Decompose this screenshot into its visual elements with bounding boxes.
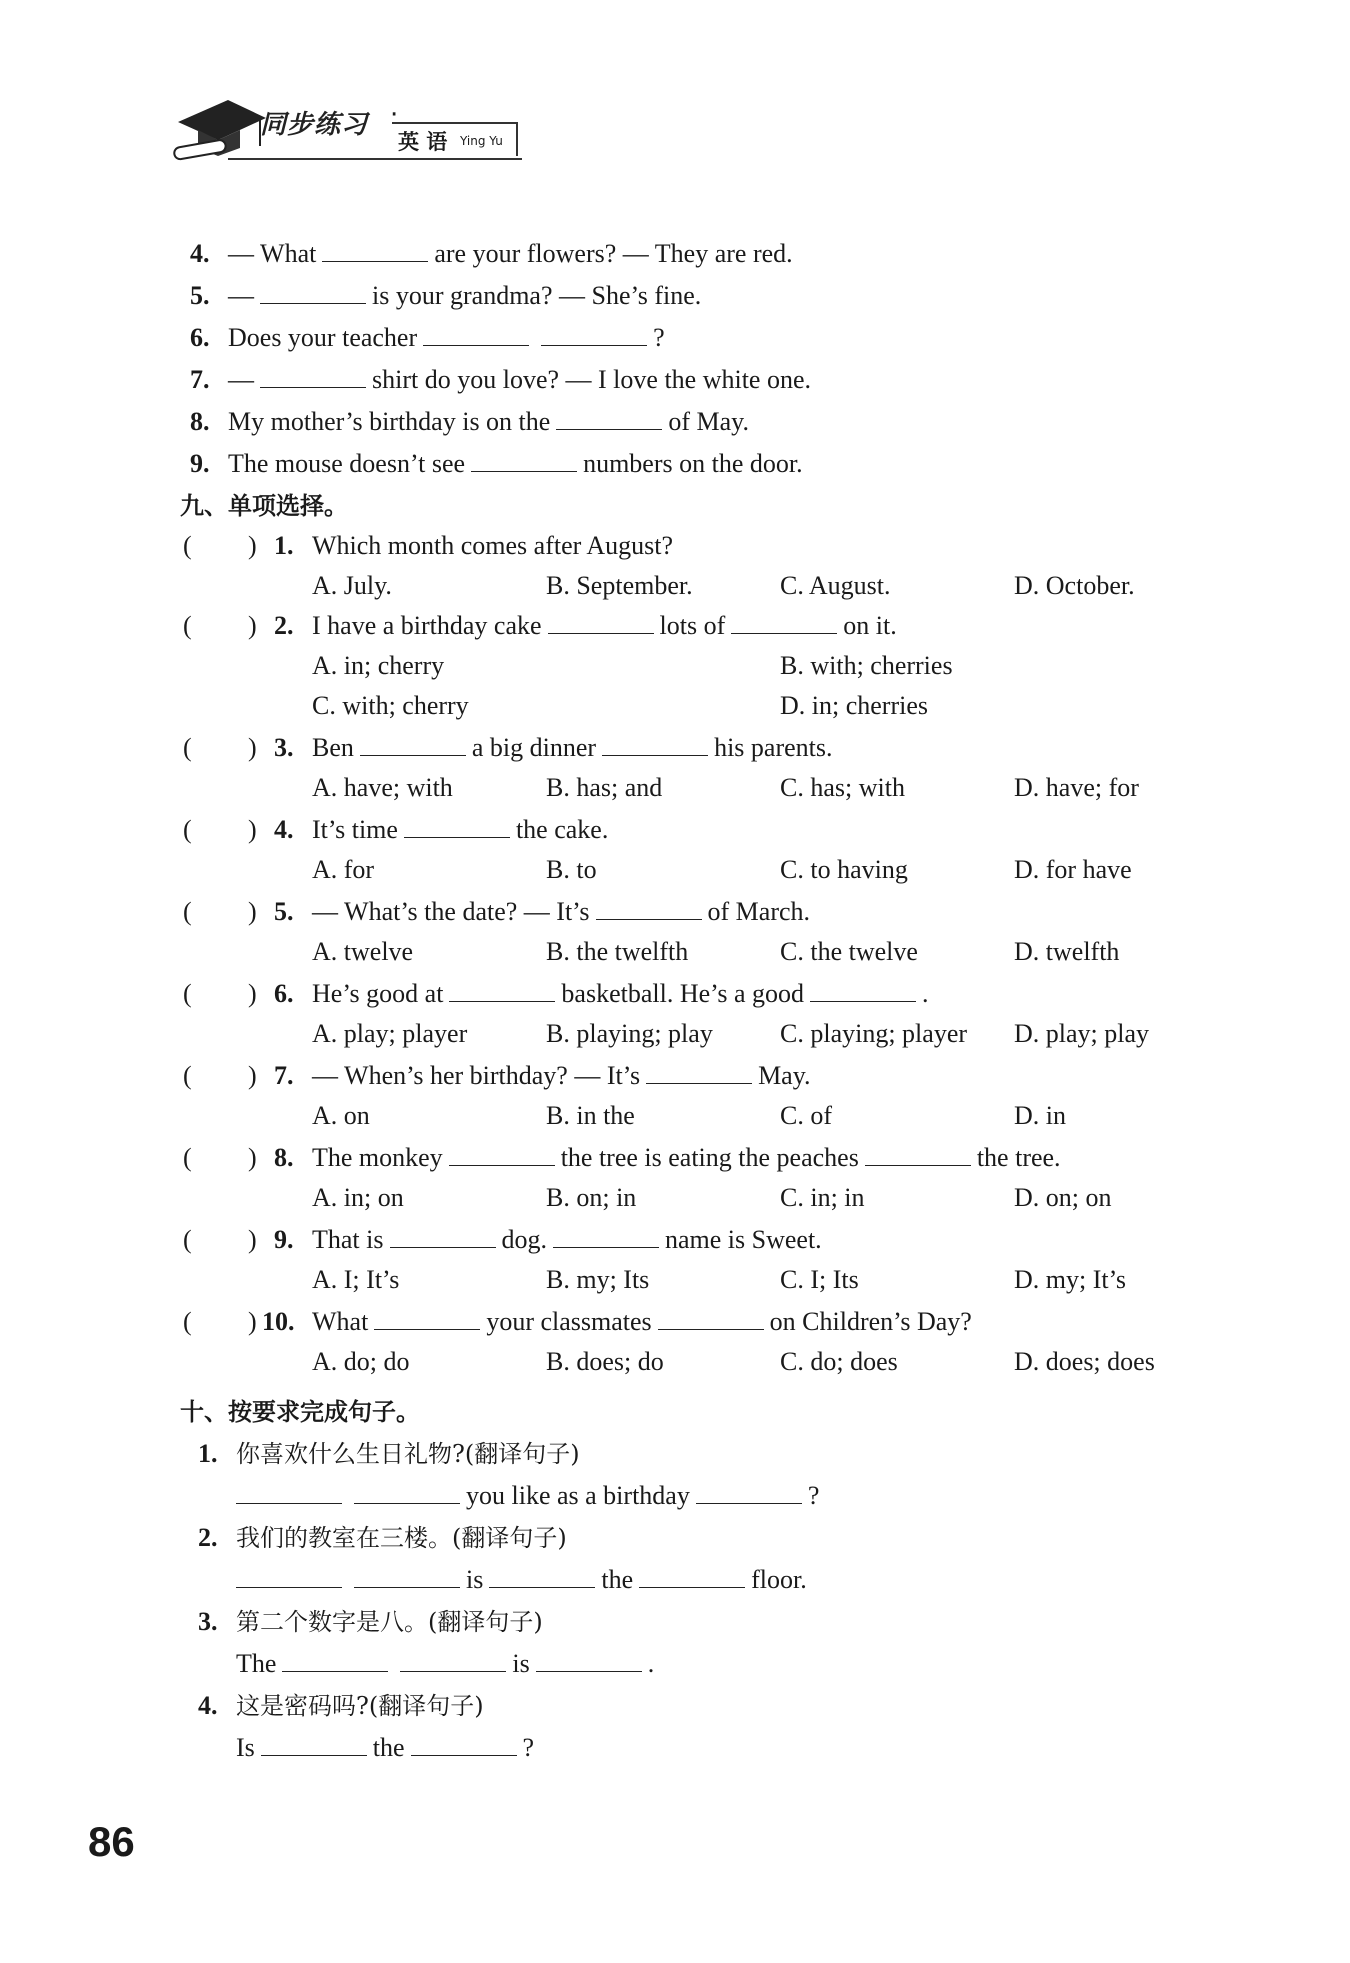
option-b[interactable]: B. September. — [546, 571, 693, 600]
answer-blank[interactable] — [236, 1477, 342, 1504]
translate-4-prompt — [0, 1686, 1350, 1726]
item-number: 1. — [274, 531, 294, 560]
text-part: ? — [653, 323, 665, 352]
option-c[interactable]: C. August. — [780, 571, 891, 600]
mcq-5-options — [0, 932, 1350, 972]
mcq-9 — [0, 1220, 1350, 1260]
translate-3-prompt — [0, 1602, 1350, 1642]
text-part: — — [228, 281, 254, 310]
answer-blank[interactable] — [646, 1057, 752, 1084]
series-brand: 同步练习 — [260, 110, 369, 140]
chinese-prompt: 这是密码吗?(翻译句子) — [236, 1692, 484, 1720]
text-part: name is Sweet. — [665, 1225, 822, 1254]
option-c[interactable]: C. the twelve — [780, 937, 918, 966]
option-d[interactable]: D. in; cherries — [780, 691, 929, 720]
item-text — [228, 234, 793, 274]
item-number: 2. — [198, 1523, 218, 1552]
mcq-stem — [312, 892, 810, 932]
option-d[interactable]: D. play; play — [1014, 1019, 1150, 1048]
answer-line — [236, 1644, 654, 1684]
option-b[interactable]: B. with; cherries — [780, 651, 953, 680]
answer-line — [230, 1560, 807, 1600]
header-rule — [228, 158, 522, 160]
text-part: on Children’s Day? — [769, 1307, 972, 1336]
translate-2-prompt — [0, 1518, 1350, 1558]
text-part: are your flowers? — They are red. — [434, 239, 793, 268]
option-d[interactable]: D. for have — [1014, 855, 1132, 884]
option-d[interactable]: D. October. — [1014, 571, 1135, 600]
item-number: 10. — [262, 1307, 295, 1336]
text-part: Is — [236, 1733, 255, 1762]
option-b[interactable]: B. has; and — [546, 773, 663, 802]
mcq-2-options-1 — [0, 646, 1350, 686]
option-c[interactable]: C. to having — [780, 855, 908, 884]
text-part: his parents. — [714, 733, 833, 762]
text-part: Does your teacher — [228, 323, 418, 352]
page-number: 86 — [88, 1818, 135, 1865]
answer-paren-open: ( — [183, 1143, 192, 1172]
option-d[interactable]: D. does; does — [1014, 1347, 1155, 1376]
option-a[interactable]: A. on — [312, 1101, 370, 1130]
mcq-3-options — [0, 768, 1350, 808]
text-part: My mother’s birthday is on the — [228, 407, 551, 436]
mcq-stem: Which month comes after August? — [312, 531, 674, 560]
option-b[interactable]: B. in the — [546, 1101, 635, 1130]
mcq-4-options — [0, 850, 1350, 890]
section-10-title: 十、按要求完成句子。 — [180, 1398, 420, 1426]
subject-pinyin: Ying Yu — [460, 134, 503, 148]
answer-paren-close: ) — [248, 733, 257, 762]
text-part: — — [228, 365, 254, 394]
item-number: 7. — [190, 365, 210, 394]
answer-paren-close: ) — [248, 1225, 257, 1254]
mcq-9-options — [0, 1260, 1350, 1300]
mcq-stem — [312, 974, 929, 1014]
text-part: He’s good at — [312, 979, 444, 1008]
answer-paren-close: ) — [248, 1307, 257, 1336]
answer-blank[interactable] — [260, 361, 366, 388]
option-b[interactable]: B. on; in — [546, 1183, 637, 1212]
item-text — [228, 360, 811, 400]
answer-blank[interactable] — [556, 403, 662, 430]
answer-blank[interactable] — [865, 1139, 971, 1166]
mcq-stem — [312, 1056, 811, 1096]
answer-blank[interactable] — [423, 319, 529, 346]
option-c[interactable]: C. I; Its — [780, 1265, 859, 1294]
answer-blank[interactable] — [374, 1303, 480, 1330]
item-number: 5. — [274, 897, 294, 926]
text-part: The mouse doesn’t see — [228, 449, 466, 478]
item-number: 1. — [198, 1439, 218, 1468]
item-number: 5. — [190, 281, 210, 310]
text-part: That is — [312, 1225, 384, 1254]
item-number: 9. — [190, 449, 210, 478]
answer-blank[interactable] — [354, 1561, 460, 1588]
fill-item-6 — [0, 318, 1350, 358]
answer-blank[interactable] — [360, 729, 466, 756]
text-part: a big dinner — [471, 733, 597, 762]
answer-paren-open: ( — [183, 1061, 192, 1090]
text-part: It’s time — [312, 815, 398, 844]
answer-blank[interactable] — [596, 893, 702, 920]
mcq-7-options — [0, 1096, 1350, 1136]
mcq-10 — [0, 1302, 1350, 1342]
mcq-7 — [0, 1056, 1350, 1096]
answer-blank[interactable] — [282, 1645, 388, 1672]
item-number: 6. — [190, 323, 210, 352]
translate-2-answer — [0, 1560, 1350, 1600]
item-number: 8. — [274, 1143, 294, 1172]
answer-blank[interactable] — [411, 1729, 517, 1756]
text-part: the — [372, 1733, 405, 1762]
translate-3-answer — [0, 1644, 1350, 1684]
text-part: is your grandma? — She’s fine. — [372, 281, 702, 310]
option-d[interactable]: D. in — [1014, 1101, 1066, 1130]
item-number: 8. — [190, 407, 210, 436]
answer-blank[interactable] — [471, 445, 577, 472]
answer-blank[interactable] — [639, 1561, 745, 1588]
answer-paren-open: ( — [183, 531, 192, 560]
option-b[interactable]: B. the twelfth — [546, 937, 689, 966]
text-part: — What — [228, 239, 317, 268]
text-part: shirt do you love? — I love the white one. — [372, 365, 812, 394]
item-number: 6. — [274, 979, 294, 1008]
mcq-4 — [0, 810, 1350, 850]
option-b[interactable]: B. to — [546, 855, 597, 884]
answer-blank[interactable] — [810, 975, 916, 1002]
option-b[interactable]: B. playing; play — [546, 1019, 713, 1048]
item-text — [228, 318, 665, 358]
fill-item-7 — [0, 360, 1350, 400]
option-a[interactable]: A. have; with — [312, 773, 453, 802]
option-a[interactable]: A. in; cherry — [312, 651, 445, 680]
text-part: The — [236, 1649, 277, 1678]
answer-blank[interactable] — [731, 607, 837, 634]
answer-blank[interactable] — [449, 1139, 555, 1166]
item-number: 3. — [198, 1607, 218, 1636]
mcq-6 — [0, 974, 1350, 1014]
text-part: What — [312, 1307, 369, 1336]
item-number: 4. — [198, 1691, 218, 1720]
answer-blank[interactable] — [322, 235, 428, 262]
option-c[interactable]: C. with; cherry — [312, 691, 469, 720]
text-part: of March. — [707, 897, 811, 926]
mcq-8-options — [0, 1178, 1350, 1218]
mcq-6-options — [0, 1014, 1350, 1054]
option-a[interactable]: A. play; player — [312, 1019, 468, 1048]
chinese-prompt: 第二个数字是八。(翻译句子) — [236, 1608, 543, 1636]
option-b[interactable]: B. does; do — [546, 1347, 664, 1376]
text-part: — What’s the date? — It’s — [312, 897, 590, 926]
answer-blank[interactable] — [489, 1561, 595, 1588]
text-part: is — [512, 1649, 530, 1678]
mcq-2 — [0, 606, 1350, 646]
item-text — [228, 402, 749, 442]
text-part: of May. — [668, 407, 749, 436]
text-part: Ben — [312, 733, 354, 762]
fill-item-4 — [0, 234, 1350, 274]
answer-paren-open: ( — [183, 1307, 192, 1336]
option-c[interactable]: C. has; with — [780, 773, 905, 802]
answer-blank[interactable] — [404, 811, 510, 838]
answer-blank[interactable] — [541, 319, 647, 346]
answer-blank[interactable] — [536, 1645, 642, 1672]
answer-line — [230, 1476, 819, 1516]
graduation-cap-icon — [168, 92, 268, 168]
answer-blank[interactable] — [548, 607, 654, 634]
text-part: the cake. — [515, 815, 609, 844]
answer-blank[interactable] — [261, 1729, 367, 1756]
text-part: I have a birthday cake — [312, 611, 542, 640]
mcq-1 — [0, 526, 1350, 566]
item-number: 7. — [274, 1061, 294, 1090]
mcq-stem — [312, 728, 833, 768]
answer-blank[interactable] — [658, 1303, 764, 1330]
fill-item-8 — [0, 402, 1350, 442]
section-9-title: 九、单项选择。 — [180, 492, 348, 520]
answer-blank[interactable] — [260, 277, 366, 304]
text-part: . — [922, 979, 929, 1008]
answer-line — [236, 1728, 534, 1768]
fill-item-9 — [0, 444, 1350, 484]
mcq-3 — [0, 728, 1350, 768]
mcq-2-options-2 — [0, 686, 1350, 726]
text-part: — When’s her birthday? — It’s — [312, 1061, 641, 1090]
mcq-stem — [312, 1138, 1061, 1178]
option-a[interactable]: A. I; It’s — [312, 1265, 400, 1294]
answer-paren-close: ) — [248, 531, 257, 560]
item-text — [228, 276, 701, 316]
answer-paren-open: ( — [183, 733, 192, 762]
option-d[interactable]: D. my; It’s — [1014, 1265, 1126, 1294]
text-part: the tree. — [976, 1143, 1061, 1172]
mcq-8 — [0, 1138, 1350, 1178]
mcq-stem — [312, 1302, 972, 1342]
option-c[interactable]: C. of — [780, 1101, 832, 1130]
answer-paren-open: ( — [183, 1225, 192, 1254]
option-d[interactable]: D. on; on — [1014, 1183, 1112, 1212]
option-d[interactable]: D. twelfth — [1014, 937, 1120, 966]
item-number: 3. — [274, 733, 294, 762]
option-a[interactable]: A. for — [312, 855, 375, 884]
text-part: the — [601, 1565, 634, 1594]
answer-paren-close: ) — [248, 815, 257, 844]
text-part: is — [466, 1565, 484, 1594]
answer-paren-open: ( — [183, 815, 192, 844]
translate-1-answer — [0, 1476, 1350, 1516]
text-part: lots of — [659, 611, 726, 640]
page-header — [168, 92, 528, 172]
answer-blank[interactable] — [602, 729, 708, 756]
answer-blank[interactable] — [449, 975, 555, 1002]
text-part: on it. — [843, 611, 897, 640]
text-part: you like as a birthday — [466, 1481, 690, 1510]
text-part: floor. — [751, 1565, 807, 1594]
text-part: dog. — [501, 1225, 547, 1254]
answer-blank[interactable] — [354, 1477, 460, 1504]
header-dot: · — [390, 100, 399, 130]
item-number: 9. — [274, 1225, 294, 1254]
chinese-prompt: 我们的教室在三楼。(翻译句子) — [236, 1524, 567, 1552]
translate-4-answer — [0, 1728, 1350, 1768]
text-part: The monkey — [312, 1143, 443, 1172]
answer-paren-close: ) — [248, 897, 257, 926]
mcq-5 — [0, 892, 1350, 932]
subject-title: 英 语 — [398, 130, 448, 154]
answer-paren-close: ) — [248, 611, 257, 640]
answer-paren-open: ( — [183, 979, 192, 1008]
mcq-stem — [312, 606, 897, 646]
answer-paren-open: ( — [183, 611, 192, 640]
mcq-stem — [312, 810, 608, 850]
fill-item-5 — [0, 276, 1350, 316]
option-a[interactable]: A. July. — [312, 571, 392, 600]
item-number: 4. — [274, 815, 294, 844]
mcq-10-options — [0, 1342, 1350, 1382]
option-c[interactable]: C. do; does — [780, 1347, 898, 1376]
translate-1-prompt — [0, 1434, 1350, 1474]
answer-paren-open: ( — [183, 897, 192, 926]
option-c[interactable]: C. playing; player — [780, 1019, 968, 1048]
text-part: numbers on the door. — [583, 449, 803, 478]
answer-blank[interactable] — [553, 1221, 659, 1248]
answer-blank[interactable] — [400, 1645, 506, 1672]
answer-blank[interactable] — [696, 1477, 802, 1504]
text-part: ? — [807, 1481, 820, 1510]
text-part: ? — [522, 1733, 535, 1762]
answer-paren-close: ) — [248, 979, 257, 1008]
answer-blank[interactable] — [236, 1561, 342, 1588]
answer-blank[interactable] — [390, 1221, 496, 1248]
option-c[interactable]: C. in; in — [780, 1183, 865, 1212]
option-a[interactable]: A. do; do — [312, 1347, 410, 1376]
option-b[interactable]: B. my; Its — [546, 1265, 650, 1294]
mcq-1-options — [0, 566, 1350, 606]
answer-paren-close: ) — [248, 1061, 257, 1090]
option-a[interactable]: A. in; on — [312, 1183, 404, 1212]
item-number: 4. — [190, 239, 210, 268]
text-part: your classmates — [486, 1307, 652, 1336]
text-part: . — [647, 1649, 655, 1678]
answer-paren-close: ) — [248, 1143, 257, 1172]
text-part: basketball. He’s a good — [561, 979, 805, 1008]
text-part: the tree is eating the peaches — [560, 1143, 859, 1172]
mcq-stem — [312, 1220, 822, 1260]
item-text — [228, 444, 803, 484]
chinese-prompt: 你喜欢什么生日礼物?(翻译句子) — [236, 1440, 580, 1468]
text-part: May. — [758, 1061, 811, 1090]
option-d[interactable]: D. have; for — [1014, 773, 1139, 802]
option-a[interactable]: A. twelve — [312, 937, 414, 966]
item-number: 2. — [274, 611, 294, 640]
